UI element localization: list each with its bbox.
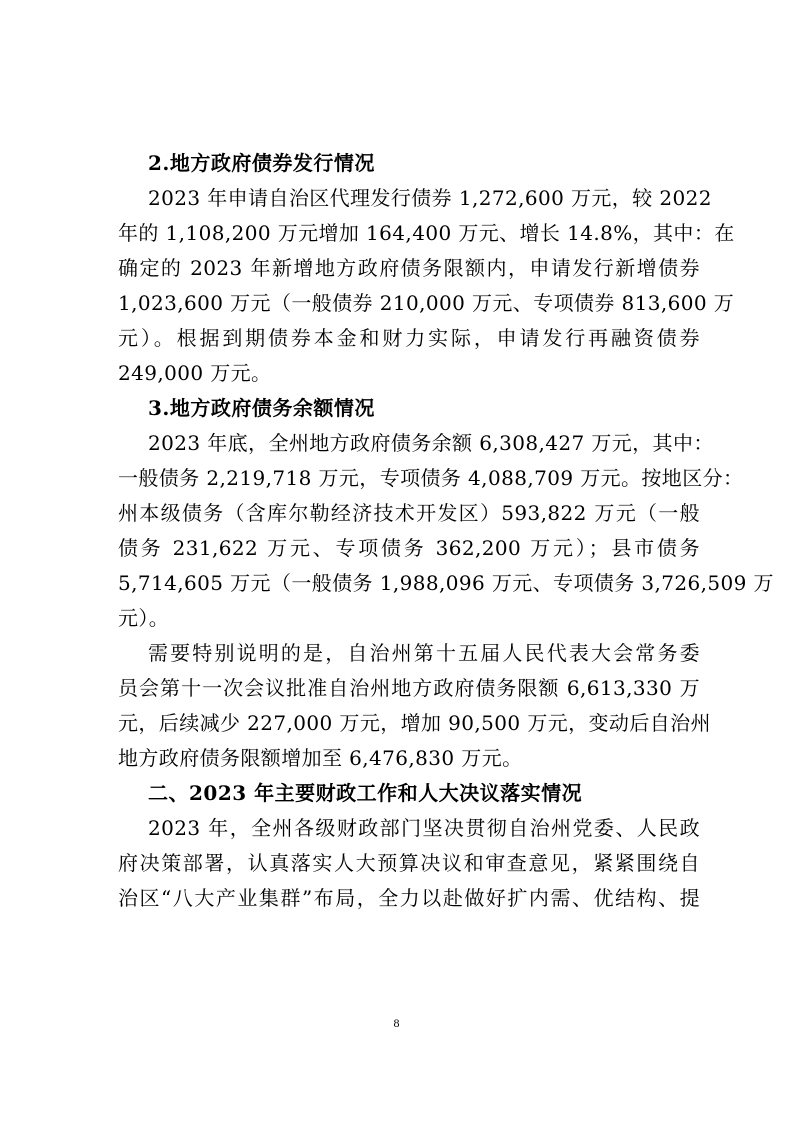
text-line: 治区“八大产业集群”布局，全力以赴做好扩内需、优结构、提 [118, 886, 700, 910]
document-page [118, 146, 774, 916]
text-line: 府决策部署，认真落实人大预算决议和审查意见，紧紧围绕自 [118, 851, 700, 875]
text-line: 一般债务 2,219,718 万元，专项债务 4,088,709 万元。按地区分： [118, 466, 744, 490]
text-line: 地方政府债务限额增加至 6,476,830 万元。 [118, 746, 523, 770]
paragraph-debt-balance [118, 426, 774, 636]
section-heading-debt-balance: 3.地方政府债务余额情况 [148, 396, 375, 420]
text-line: 2023 年底，全州地方政府债务余额 6,308,427 万元，其中： [148, 431, 714, 455]
text-line: 元，后续减少 227,000 万元，增加 90,500 万元，变动后自治州 [118, 711, 711, 735]
text-line: 5,714,605 万元（一般债务 1,988,096 万元、专项债务 3,726,509 万 [118, 571, 774, 595]
text-line: 州本级债务（含库尔勒经济技术开发区）593,822 万元（一般 [118, 501, 700, 525]
text-line: 2023 年，全州各级财政部门坚决贯彻自治州党委、人民政 [148, 816, 700, 840]
paragraph-bond-issuance [118, 181, 735, 391]
text-line: 元）。根据到期债券本金和财力实际，申请发行再融资债券 [118, 326, 700, 350]
text-line: 2023 年申请自治区代理发行债券 1,272,600 万元，较 2022 [148, 186, 712, 210]
page-number: 8 [393, 1016, 400, 1030]
text-line: 员会第十一次会议批准自治州地方政府债务限额 6,613,330 万 [118, 676, 700, 700]
paragraph-fiscal-work [118, 811, 700, 916]
part-heading-fiscal-work: 二、2023 年主要财政工作和人大决议落实情况 [148, 781, 583, 805]
text-line: 元）。 [118, 606, 170, 630]
text-line: 1,023,600 万元（一般债券 210,000 万元、专项债券 813,600 万 [118, 291, 735, 315]
text-line: 年的 1,108,200 万元增加 164,400 万元、增长 14.8%，其中：在 [118, 221, 735, 245]
text-line: 需要特别说明的是，自治州第十五届人民代表大会常务委 [148, 641, 700, 665]
text-line: 债务 231,622 万元、专项债务 362,200 万元）；县市债务 [118, 536, 700, 560]
text-line: 249,000 万元。 [118, 361, 272, 385]
section-heading-bond-issuance: 2.地方政府债券发行情况 [148, 151, 375, 175]
paragraph-special-note [118, 636, 711, 776]
text-line: 确定的 2023 年新增地方政府债务限额内，申请发行新增债券 [118, 256, 700, 280]
